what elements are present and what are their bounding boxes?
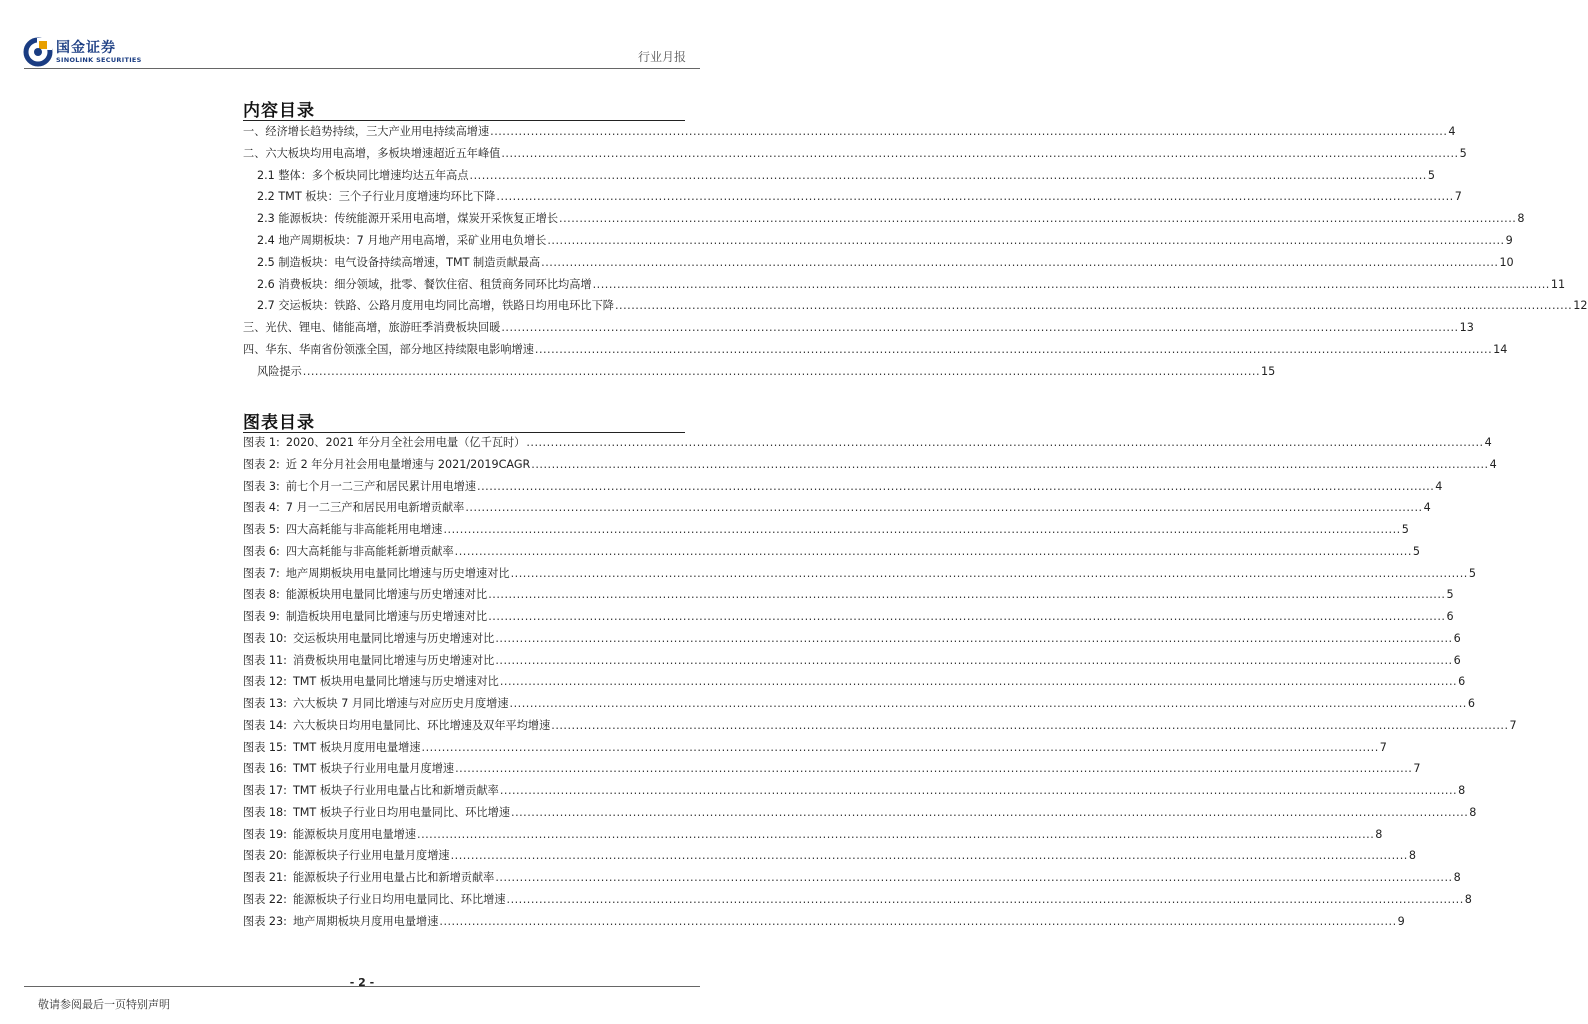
dot-leader xyxy=(455,762,1412,775)
dot-leader xyxy=(526,436,1483,449)
toc-entry[interactable] xyxy=(243,363,1276,385)
toc-entry[interactable] xyxy=(243,188,1462,210)
figure-entry[interactable] xyxy=(243,913,1405,935)
toc-entry-label: 三、光伏、锂电、储能高增，旅游旺季消费板块回暖 xyxy=(243,321,501,335)
logo-mark-icon xyxy=(24,38,52,66)
dot-leader xyxy=(490,125,1447,138)
figure-entry[interactable] xyxy=(243,695,1475,717)
toc-entry-label: 2.7 交运板块：铁路、公路月度用电均同比高增，铁路日均用电环比下降 xyxy=(257,299,614,313)
figure-entry-label: 能源板块用电量同比增速与历史增速对比 xyxy=(285,588,488,602)
toc-entry-page: 15 xyxy=(1261,364,1276,378)
toc-entry-label: 2.2 TMT 板块：三个子行业月度增速均环比下降 xyxy=(257,190,496,204)
dot-leader xyxy=(510,697,1467,710)
figure-entry-number: 图表 2: xyxy=(243,457,280,471)
figure-entry-label: 能源板块子行业日均用电量同比、环比增速 xyxy=(292,892,506,906)
toc-entry-page: 5 xyxy=(1459,146,1467,160)
figures-divider xyxy=(243,432,685,433)
toc-entry[interactable] xyxy=(243,341,1508,363)
figure-entry-label: 四大高耗能与非高能耗用电增速 xyxy=(285,523,443,536)
figure-entry-label: TMT 板块用电量同比增速与历史增速对比 xyxy=(292,675,499,689)
figure-entry-number: 图表 16: xyxy=(243,762,287,776)
dot-leader xyxy=(443,523,1400,536)
toc-entry[interactable] xyxy=(243,319,1474,341)
toc-entry[interactable] xyxy=(243,276,1566,298)
dot-leader xyxy=(465,501,1422,514)
figure-entry-page: 5 xyxy=(1468,566,1476,580)
dot-leader xyxy=(495,654,1452,667)
figure-entry-number: 图表 22: xyxy=(243,892,287,906)
figure-list xyxy=(243,434,1517,934)
footer-divider xyxy=(24,986,700,987)
figure-entry-page: 4 xyxy=(1435,479,1443,493)
toc-entry-page: 14 xyxy=(1493,342,1508,356)
dot-leader xyxy=(507,893,1464,906)
header-divider xyxy=(24,68,700,69)
toc-entry-label: 2.3 能源板块：传统能源开采用电高增，煤炭开采恢复正增长 xyxy=(257,212,559,226)
figure-entry-label: 能源板块月度用电量增速 xyxy=(292,827,417,841)
dot-leader xyxy=(511,806,1468,819)
figure-entry-page: 6 xyxy=(1453,631,1461,645)
figure-entry-label: 近 2 年分月社会用电量增速与 2021/2019CAGR xyxy=(285,457,531,471)
figure-entry-label: TMT 板块月度用电量增速 xyxy=(292,740,421,754)
dot-leader xyxy=(500,784,1457,797)
dot-leader xyxy=(615,299,1572,312)
toc-entry-label: 2.1 整体：多个板块同比增速均达五年高点 xyxy=(257,168,469,182)
logo-chinese-name: 国金证券 xyxy=(56,39,116,56)
dot-leader xyxy=(496,190,1453,203)
figure-entry-page: 5 xyxy=(1446,588,1454,602)
figure-entry[interactable] xyxy=(243,499,1431,521)
figure-entry-number: 图表 7: xyxy=(243,566,280,580)
figure-entry-page: 7 xyxy=(1509,718,1517,732)
figure-entry-number: 图表 10: xyxy=(243,631,287,645)
figure-entry[interactable] xyxy=(243,630,1461,652)
dot-leader xyxy=(547,234,1504,247)
figure-entry-label: 地产周期板块用电量同比增速与历史增速对比 xyxy=(285,566,510,580)
dot-leader xyxy=(303,365,1260,378)
figure-entry-label: TMT 板块子行业日均用电量同比、环比增速 xyxy=(292,805,511,819)
toc-entry-label: 四、华东、华南省份领涨全国，部分地区持续限电影响增速 xyxy=(243,342,534,356)
figure-entry[interactable] xyxy=(243,782,1466,804)
figure-entry-page: 9 xyxy=(1397,914,1405,928)
toc-entry-page: 9 xyxy=(1505,233,1513,247)
figure-entry-label: 交运板块用电量同比增速与历史增速对比 xyxy=(292,631,495,645)
figure-entry[interactable] xyxy=(243,434,1492,456)
figure-entry-number: 图表 18: xyxy=(243,805,287,819)
figure-entry-number: 图表 4: xyxy=(243,501,280,515)
figure-entry-page: 4 xyxy=(1489,457,1497,471)
figure-entry[interactable] xyxy=(243,543,1421,565)
figure-entry-number: 图表 6: xyxy=(243,544,280,558)
dot-leader xyxy=(501,147,1458,160)
dot-leader xyxy=(451,849,1408,862)
dot-leader xyxy=(417,828,1374,841)
toc-entry[interactable] xyxy=(243,210,1525,232)
figure-entry-number: 图表 12: xyxy=(243,675,287,689)
dot-leader xyxy=(439,915,1396,928)
figure-entry-page: 6 xyxy=(1446,610,1454,623)
figure-entry-page: 7 xyxy=(1379,740,1387,754)
figure-entry-number: 图表 14: xyxy=(243,718,287,732)
page-header xyxy=(0,0,724,72)
figure-entry-page: 8 xyxy=(1408,849,1416,863)
dot-leader xyxy=(488,588,1445,601)
toc-entry[interactable] xyxy=(243,123,1456,145)
figure-entry[interactable] xyxy=(243,478,1443,500)
figure-entry-label: 前七个月一二三产和居民累计用电增速 xyxy=(285,479,477,493)
toc-entry[interactable] xyxy=(243,232,1513,254)
figure-entry-number: 图表 13: xyxy=(243,697,287,710)
figure-entry-number: 图表 19: xyxy=(243,827,287,841)
toc-entry-label: 二、六大板块均用电高增，多板块增速超近五年峰值 xyxy=(243,146,501,160)
company-logo xyxy=(24,38,142,66)
figure-entry-label: 能源板块子行业用电量占比和新增贡献率 xyxy=(292,871,495,884)
dot-leader xyxy=(422,741,1379,754)
figure-entry-page: 4 xyxy=(1423,501,1431,515)
toc-entry-label: 2.6 消费板块：细分领域，批零、餐饮住宿、租赁商务同环比均高增 xyxy=(257,277,592,291)
toc-entry-label: 风险提示 xyxy=(257,364,302,378)
toc-entry-label: 2.4 地产周期板块：7 月地产用电高增，采矿业用电负增长 xyxy=(257,233,547,247)
figure-entry-label: 四大高耗能与非高能耗新增贡献率 xyxy=(285,544,454,558)
table-of-contents xyxy=(243,123,1588,385)
figure-entry-number: 图表 15: xyxy=(243,740,287,754)
figure-entry[interactable] xyxy=(243,847,1416,869)
figure-entry-number: 图表 9: xyxy=(243,610,280,623)
toc-entry[interactable] xyxy=(243,145,1467,167)
figure-entry-page: 5 xyxy=(1401,523,1409,536)
toc-entry-page: 7 xyxy=(1454,190,1462,204)
toc-entry-page: 11 xyxy=(1550,277,1566,291)
dot-leader xyxy=(535,343,1492,356)
toc-entry-page: 10 xyxy=(1499,255,1514,269)
figures-title: 图表目录 xyxy=(243,413,315,433)
figure-entry-page: 5 xyxy=(1412,544,1421,558)
figure-entry[interactable] xyxy=(243,760,1421,782)
figure-entry-number: 图表 5: xyxy=(243,523,280,536)
figure-entry[interactable] xyxy=(243,673,1466,695)
figure-entry-number: 图表 11: xyxy=(243,653,287,667)
dot-leader xyxy=(455,545,1412,558)
figure-entry-page: 8 xyxy=(1458,784,1466,797)
figure-entry-number: 图表 3: xyxy=(243,479,280,493)
figure-entry[interactable] xyxy=(243,521,1409,543)
toc-entry[interactable] xyxy=(243,297,1588,319)
figure-entry-label: 消费板块用电量同比增速与历史增速对比 xyxy=(292,653,495,667)
toc-entry-label: 2.5 制造板块：电气设备持续高增速，TMT 制造贡献最高 xyxy=(257,255,541,269)
figure-entry[interactable] xyxy=(243,608,1454,630)
dot-leader xyxy=(477,480,1434,493)
dot-leader xyxy=(495,632,1452,645)
figure-entry[interactable] xyxy=(243,804,1477,826)
figure-entry-label: 7 月一二三产和居民用电新增贡献率 xyxy=(285,501,465,515)
toc-entry[interactable] xyxy=(243,254,1514,276)
page-number: - 2 - xyxy=(349,976,375,989)
figure-entry[interactable] xyxy=(243,652,1461,674)
figure-entry-page: 8 xyxy=(1469,805,1477,819)
toc-entry-page: 5 xyxy=(1427,168,1435,182)
figure-entry-page: 7 xyxy=(1413,762,1421,776)
figure-entry-label: 制造板块用电量同比增速与历史增速对比 xyxy=(285,610,488,623)
figure-entry-page: 6 xyxy=(1467,697,1475,710)
figure-entry-label: TMT 板块子行业用电量月度增速 xyxy=(292,762,455,776)
footer-disclaimer: 敬请参阅最后一页特别声明 xyxy=(38,998,170,1011)
figure-entry-label: 2020、2021 年分月全社会用电量（亿千瓦时） xyxy=(285,436,526,449)
figure-entry-number: 图表 17: xyxy=(243,784,287,797)
logo-english-name: SINOLINK SECURITIES xyxy=(56,55,142,64)
toc-entry-page: 8 xyxy=(1517,212,1525,226)
figure-entry[interactable] xyxy=(243,826,1383,848)
toc-entry-label: 一、经济增长趋势持续，三大产业用电持续高增速 xyxy=(243,125,490,138)
dot-leader xyxy=(531,458,1488,471)
toc-entry-page: 4 xyxy=(1448,125,1456,138)
figure-entry-page: 6 xyxy=(1453,653,1461,667)
toc-entry-page: 13 xyxy=(1459,321,1474,335)
figure-entry-label: 能源板块子行业用电量月度增速 xyxy=(292,849,450,863)
figure-entry-number: 图表 8: xyxy=(243,588,280,602)
figure-entry-number: 图表 20: xyxy=(243,849,287,863)
figure-entry-page: 6 xyxy=(1458,675,1466,689)
dot-leader xyxy=(593,278,1550,291)
dot-leader xyxy=(559,212,1516,225)
figure-entry-number: 图表 23: xyxy=(243,914,287,928)
contents-divider xyxy=(243,120,685,121)
figure-entry-label: 地产周期板块月度用电量增速 xyxy=(292,914,439,928)
toc-entry-page: 12 xyxy=(1573,299,1588,313)
figure-entry-label: 六大板块 7 月同比增速与对应历史月度增速 xyxy=(292,697,509,710)
figure-entry-page: 4 xyxy=(1484,436,1492,449)
figure-entry[interactable] xyxy=(243,586,1454,608)
dot-leader xyxy=(488,610,1445,623)
dot-leader xyxy=(541,256,1498,269)
document-type: 行业月报 xyxy=(637,50,686,64)
figure-entry[interactable] xyxy=(243,891,1472,913)
figure-entry-number: 图表 21: xyxy=(243,871,287,884)
figure-entry[interactable] xyxy=(243,717,1517,739)
dot-leader xyxy=(501,321,1458,334)
dot-leader xyxy=(470,169,1427,182)
contents-title: 内容目录 xyxy=(243,101,315,121)
dot-leader xyxy=(511,567,1468,580)
toc-entry[interactable] xyxy=(243,167,1435,189)
dot-leader xyxy=(495,871,1452,884)
figure-entry[interactable] xyxy=(243,456,1497,478)
figure-entry[interactable] xyxy=(243,565,1476,587)
figure-entry-page: 8 xyxy=(1375,827,1383,841)
figure-entry-page: 8 xyxy=(1453,871,1461,884)
dot-leader xyxy=(551,719,1508,732)
figure-entry-label: TMT 板块子行业用电量占比和新增贡献率 xyxy=(292,784,499,797)
figure-entry-number: 图表 1: xyxy=(243,436,280,449)
dot-leader xyxy=(500,675,1457,688)
figure-entry-page: 8 xyxy=(1464,892,1472,906)
figure-entry[interactable] xyxy=(243,739,1387,761)
figure-entry[interactable] xyxy=(243,869,1461,891)
figure-entry-label: 六大板块日均用电量同比、环比增速及双年平均增速 xyxy=(292,718,551,732)
